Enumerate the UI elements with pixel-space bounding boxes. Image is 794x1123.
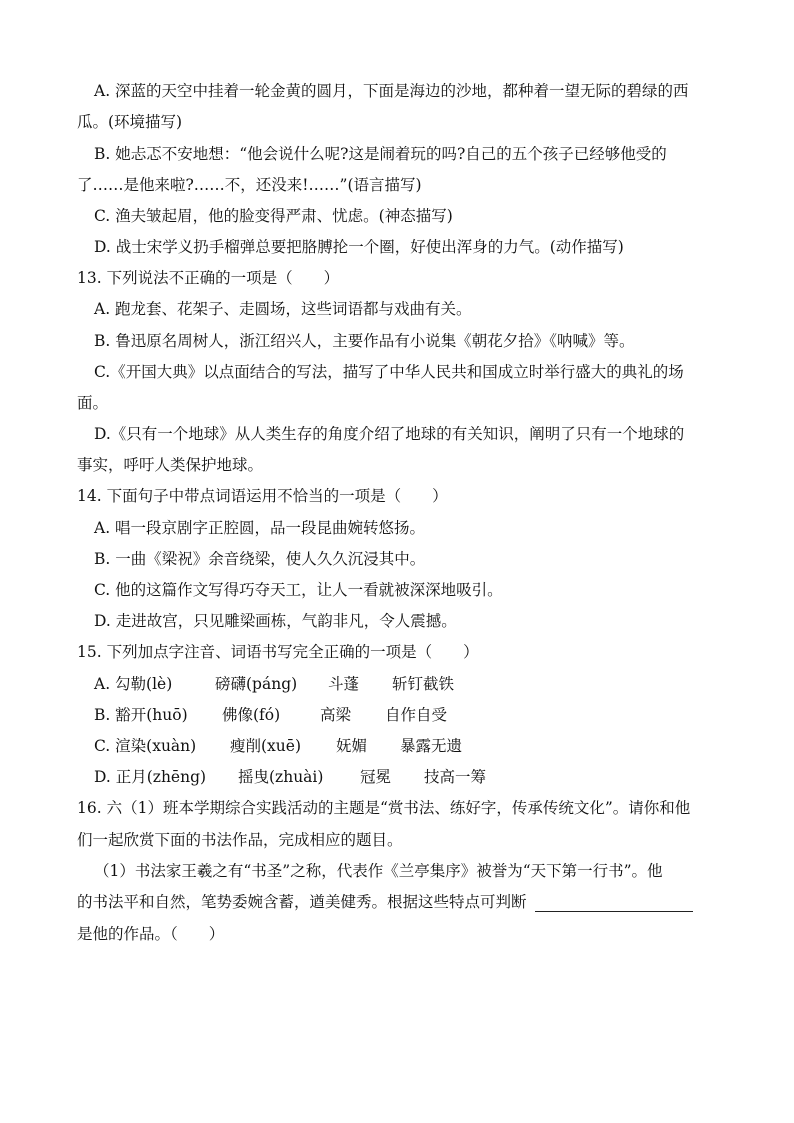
- q16-part1-line3: 是他的作品。（ ）: [77, 925, 225, 943]
- q15-option-a-row: [0, 674, 794, 696]
- q16-part1-line2: [77, 892, 693, 912]
- q14-option-d: D. 走进故宫，只见雕梁画栋，气韵非凡，令人震撼。: [94, 612, 457, 630]
- q15-b-word1: B. 豁开(huō): [94, 706, 188, 724]
- q14-option-b: B. 一曲《梁祝》余音绕梁，使人久久沉浸其中。: [94, 550, 426, 568]
- q13-option-b: B. 鲁迅原名周树人，浙江绍兴人，主要作品有小说集《朝花夕拾》《呐喊》等。: [94, 332, 635, 350]
- q15-c-word3: 妩媚: [336, 737, 368, 755]
- q13-option-d-line2: 事实，呼吁人类保护地球。: [77, 456, 264, 474]
- q15-d-word4: 技高一筹: [424, 768, 487, 786]
- q15-option-b-row: [0, 705, 794, 727]
- q15-d-word3: 冠冕: [360, 768, 392, 786]
- q15-b-word2: 佛像(fó): [222, 706, 281, 724]
- q15-a-word1: A. 勾勒(lè): [94, 675, 173, 693]
- q15-c-word2: 瘦削(xuē): [230, 737, 301, 755]
- q15-d-word2: 摇曳(zhuài): [238, 768, 324, 786]
- q13-option-d-line1: D.《只有一个地球》从人类生存的角度介绍了地球的有关知识，阐明了只有一个地球的: [94, 425, 685, 443]
- q15-c-word4: 暴露无遗: [400, 737, 463, 755]
- q16-part1-line2-text: 的书法平和自然，笔势委婉含蓄，遒美健秀。根据这些特点可判断: [77, 893, 527, 911]
- q15-stem: 15. 下列加点字注音、词语书写完全正确的一项是（ ）: [77, 643, 479, 661]
- q15-d-word1: D. 正月(zhēng): [94, 768, 207, 786]
- q13-stem: 13. 下列说法不正确的一项是（ ）: [77, 269, 340, 287]
- q12-option-b-line2: 了……是他来啦?……不，还没来!……”(语言描写): [77, 176, 422, 194]
- q12-option-a-line1: A. 深蓝的天空中挂着一轮金黄的圆月，下面是海边的沙地，都种着一望无际的碧绿的西: [94, 82, 689, 100]
- q14-option-a: A. 唱一段京剧字正腔圆，品一段昆曲婉转悠扬。: [94, 519, 426, 537]
- q12-option-a-line2: 瓜。(环境描写): [77, 113, 183, 131]
- q13-option-c-line1: C.《开国大典》以点面结合的写法，描写了中华人民共和国成立时举行盛大的典礼的场: [94, 363, 684, 381]
- q15-a-word3: 斗蓬: [328, 675, 360, 693]
- q16-stem-line2: 们一起欣赏下面的书法作品，完成相应的题目。: [77, 831, 403, 849]
- q14-option-c: C. 他的这篇作文写得巧夺天工，让人一看就被深深地吸引。: [94, 581, 503, 599]
- q15-b-word3: 高梁: [320, 706, 352, 724]
- answer-blank[interactable]: [535, 893, 693, 912]
- q15-c-word1: C. 渲染(xuàn): [94, 737, 197, 755]
- q15-a-word2: 磅礴(páng): [215, 675, 298, 693]
- q14-stem: 14. 下面句子中带点词语运用不恰当的一项是（ ）: [77, 487, 448, 505]
- q15-b-word4: 自作自受: [385, 706, 448, 724]
- q12-option-b-line1: B. 她忐忑不安地想：“他会说什么呢?这是闹着玩的吗?自己的五个孩子已经够他受的: [94, 145, 667, 163]
- q16-part1-line1: （1）书法家王羲之有“书圣”之称，代表作《兰亭集序》被誉为“天下第一行书”。他: [94, 862, 663, 880]
- q13-option-a: A. 跑龙套、花架子、走圆场，这些词语都与戏曲有关。: [94, 300, 472, 318]
- q13-option-c-line2: 面。: [77, 394, 109, 412]
- q12-option-c: C. 渔夫皱起眉，他的脸变得严肃、忧虑。(神态描写): [94, 207, 453, 225]
- q15-a-word4: 斩钉截铁: [392, 675, 455, 693]
- q15-option-c-row: [0, 736, 794, 758]
- q15-option-d-row: [0, 767, 794, 789]
- q16-stem-line1: 16. 六（1）班本学期综合实践活动的主题是“赏书法、练好字，传承传统文化”。请你和他: [77, 799, 691, 817]
- q12-option-d: D. 战士宋学义扔手榴弹总要把胳膊抡一个圈，好使出浑身的力气。(动作描写): [94, 238, 624, 256]
